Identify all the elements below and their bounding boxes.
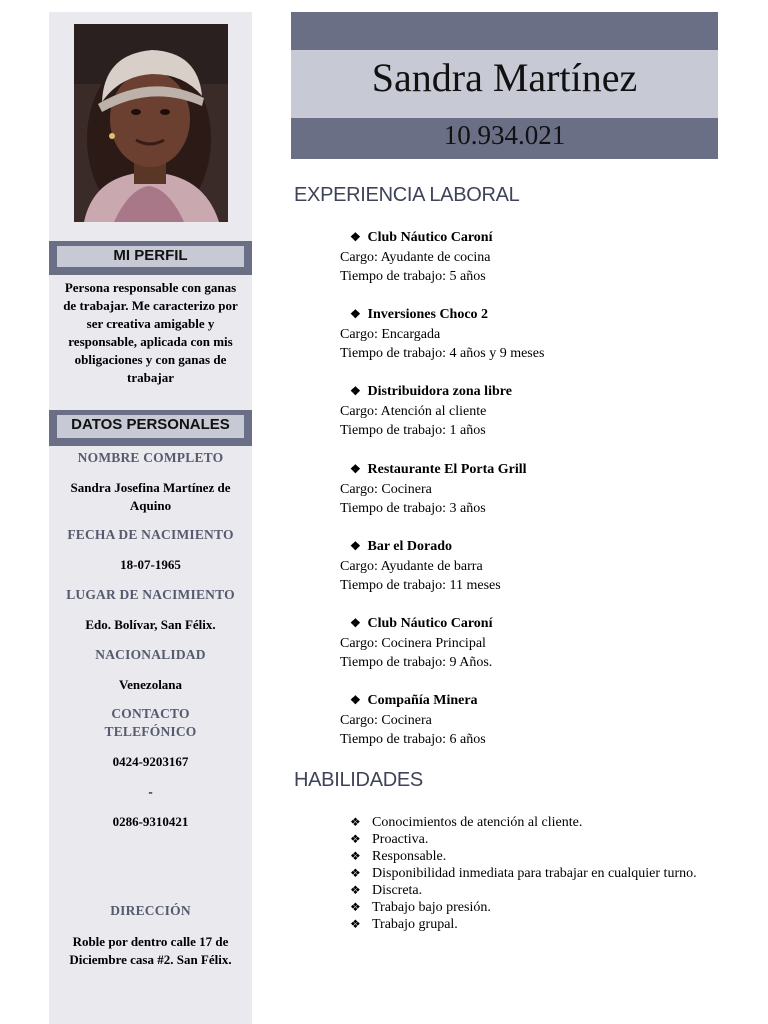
job-item <box>340 537 720 596</box>
skill-item: ❖ Trabajo bajo presión. <box>350 900 491 915</box>
bullet-icon: ❖ <box>350 230 361 244</box>
job-company: Compañía Minera <box>367 693 478 708</box>
bullet-icon: ❖ <box>350 384 361 398</box>
full-name-title: Sandra Martínez <box>371 55 638 100</box>
bullet-icon: ❖ <box>350 883 361 897</box>
job-company: Distribuidora zona libre <box>367 384 512 399</box>
job-time: Tiempo de trabajo: 3 años <box>340 501 486 516</box>
skill-item: ❖ Disponibilidad inmediata para trabajar en cualquier turno. <box>350 866 697 881</box>
job-company: Club Náutico Caroní <box>367 230 493 245</box>
skill-item: ❖ Responsable. <box>350 849 447 864</box>
profile-text: Persona responsable con ganas de trabajar. Me caracterizo por ser creativa amigable y responsable, aplicada con mis obligaciones y con ganas de trabajar <box>63 280 238 385</box>
job-company: Bar el Dorado <box>367 539 453 554</box>
nationality-value: Venezolana <box>118 677 183 692</box>
full-name-label: NOMBRE COMPLETO <box>77 450 224 465</box>
job-item <box>340 460 720 519</box>
job-role: Cargo: Ayudante de barra <box>340 558 483 574</box>
job-item <box>340 614 720 673</box>
bullet-icon: ❖ <box>350 462 361 476</box>
bullet-icon: ❖ <box>350 866 361 880</box>
id-number: 10.934.021 <box>443 120 566 150</box>
birth-date-label: FECHA DE NACIMIENTO <box>67 527 234 542</box>
job-time: Tiempo de trabajo: 11 meses <box>340 578 501 593</box>
skill-item: ❖ Discreta. <box>350 883 423 898</box>
skills-list <box>350 814 710 933</box>
job-time: Tiempo de trabajo: 4 años y 9 meses <box>340 346 545 361</box>
job-company: Inversiones Choco 2 <box>367 307 489 322</box>
bullet-icon: ❖ <box>350 539 361 553</box>
job-role: Cargo: Ayudante de cocina <box>340 249 491 265</box>
job-role: Cargo: Atención al cliente <box>340 403 487 419</box>
experience-title: EXPERIENCIA LABORAL <box>294 184 520 206</box>
bullet-icon: ❖ <box>350 815 361 829</box>
bullet-icon: ❖ <box>350 849 361 863</box>
job-time: Tiempo de trabajo: 9 Años. <box>340 655 493 670</box>
job-role: Cargo: Cocinera Principal <box>340 635 486 651</box>
personal-section-header <box>49 410 252 446</box>
job-company: Club Náutico Caroní <box>367 616 493 631</box>
profile-section-title: MI PERFIL <box>57 246 244 267</box>
job-time: Tiempo de trabajo: 5 años <box>340 269 486 284</box>
skill-item: ❖ Trabajo grupal. <box>350 917 458 932</box>
job-item <box>340 305 720 364</box>
job-role: Cargo: Cocinera <box>340 481 432 497</box>
skill-item: ❖ Conocimientos de atención al cliente. <box>350 815 583 830</box>
bullet-icon: ❖ <box>350 917 361 931</box>
phone-label: CONTACTO TELEFÓNICO <box>104 706 197 739</box>
job-role: Cargo: Cocinera <box>340 712 432 728</box>
sidebar <box>49 12 252 1024</box>
skills-title: HABILIDADES <box>294 769 423 791</box>
job-company: Restaurante El Porta Grill <box>367 462 527 477</box>
job-item <box>340 691 720 750</box>
birth-date-value: 18-07-1965 <box>120 557 181 572</box>
phone-2-value: 0286-9310421 <box>112 814 189 829</box>
address-value: Roble por dentro calle 17 de Diciembre casa #2. San Félix. <box>69 934 232 967</box>
name-header <box>291 12 718 159</box>
personal-section-title: DATOS PERSONALES <box>57 415 244 438</box>
job-time: Tiempo de trabajo: 6 años <box>340 732 486 747</box>
profile-section-header <box>49 241 252 275</box>
birth-place-value: Edo. Bolívar, San Félix. <box>85 617 216 632</box>
bullet-icon: ❖ <box>350 832 361 846</box>
profile-photo <box>74 24 228 222</box>
phone-separator: - <box>148 784 153 799</box>
full-name-value: Sandra Josefina Martínez de Aquino <box>70 480 231 513</box>
bullet-icon: ❖ <box>350 616 361 630</box>
bullet-icon: ❖ <box>350 307 361 321</box>
job-item <box>340 382 720 441</box>
bullet-icon: ❖ <box>350 693 361 707</box>
job-time: Tiempo de trabajo: 1 años <box>340 423 486 438</box>
skill-item: ❖ Proactiva. <box>350 832 429 847</box>
bullet-icon: ❖ <box>350 900 361 914</box>
nationality-label: NACIONALIDAD <box>95 647 206 662</box>
address-label: DIRECCIÓN <box>110 903 191 918</box>
job-item <box>340 228 720 287</box>
job-role: Cargo: Encargada <box>340 326 441 342</box>
birth-place-label: LUGAR DE NACIMIENTO <box>66 587 235 602</box>
phone-1-value: 0424-9203167 <box>112 754 189 769</box>
